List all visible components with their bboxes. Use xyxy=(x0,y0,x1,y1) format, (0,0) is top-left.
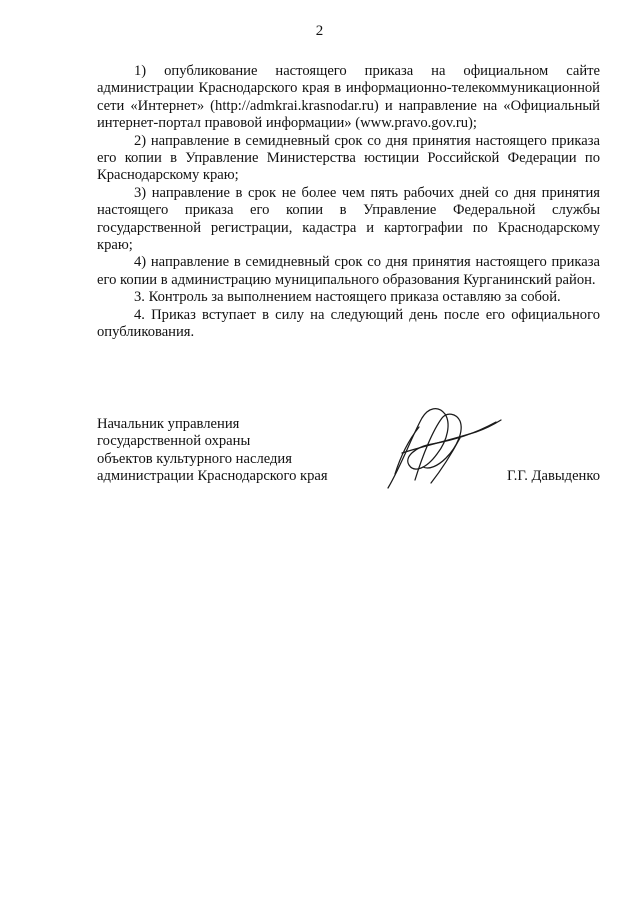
signer-position-line: объектов культурного наследия xyxy=(97,450,292,467)
signer-position-line: Начальник управления xyxy=(97,416,240,432)
paragraph-ministry-of-justice: 2) направление в семидневный срок со дня принятия настоящего приказа его копии в Управление Министерства юстиции Российской Федерации по Краснодарскому краю; xyxy=(97,132,600,184)
page-number: 2 xyxy=(315,23,324,39)
signer-name: Г.Г. Давыденко xyxy=(506,468,600,484)
signature-block xyxy=(97,416,600,496)
handwritten-signature xyxy=(384,406,504,490)
paragraph-entry-into-force: 4. Приказ вступает в силу на следующий день после его официального опубликования. xyxy=(97,306,600,341)
signature-stroke-main xyxy=(388,409,496,488)
signer-position-line: государственной охраны xyxy=(97,433,251,450)
paragraph-registration-service: 3) направление в срок не более чем пять рабочих дней со дня принятия настоящего приказа его копии в Управление Федеральной службы государственной регистрации, кадастра и картографии по Краснодарскому краю; xyxy=(97,184,600,254)
paragraph-publication: 1) опубликование настоящего приказа на официальном сайте администрации Краснодарского края в информационно-телекоммуникационной сети «Интернет» (http://admkrai.krasnodar.ru) и направление на «Официальный интернет-портал правовой информации» (www.pravo.gov.ru); xyxy=(97,63,600,132)
signer-position-line: администрации Краснодарского края xyxy=(97,468,328,485)
paragraph-municipal-administration: 4) направление в семидневный срок со дня принятия настоящего приказа его копии в администрацию муниципального образования Курганинский район. xyxy=(97,254,600,288)
signature-stroke-cross xyxy=(402,420,501,453)
document-body xyxy=(97,63,600,342)
signature-strokes xyxy=(388,409,501,488)
paragraph-control: 3. Контроль за выполнением настоящего приказа оставляю за собой. xyxy=(134,289,561,306)
